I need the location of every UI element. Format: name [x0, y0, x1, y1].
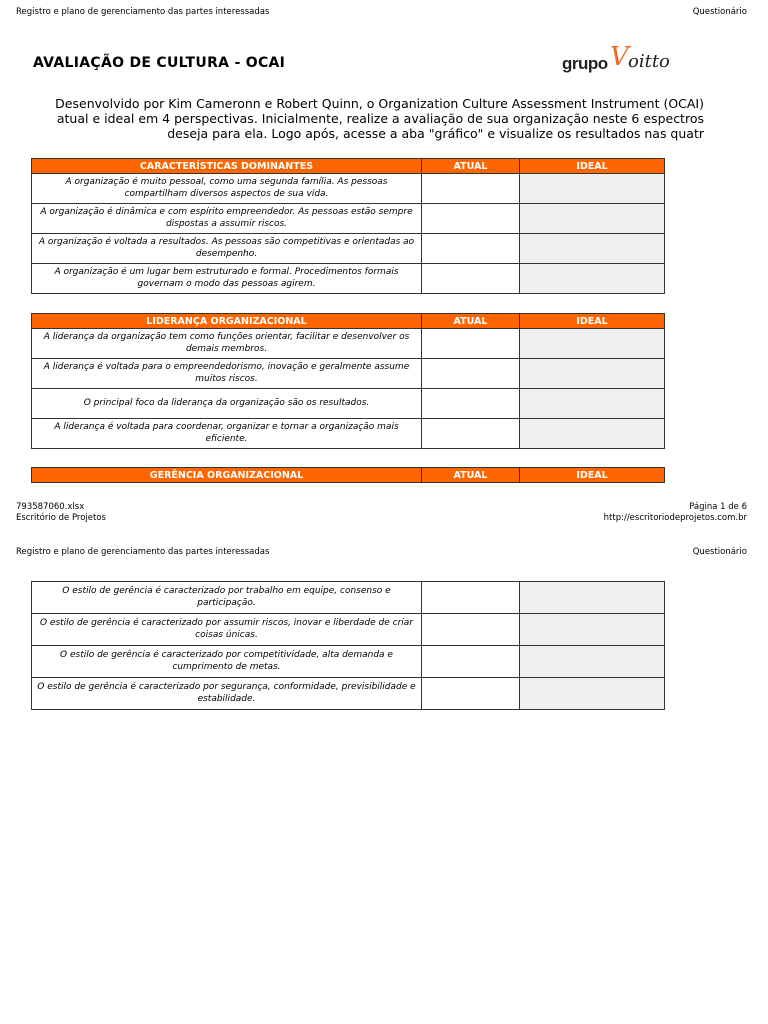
table-row — [32, 204, 665, 234]
atual-input-cell[interactable] — [422, 614, 520, 646]
ideal-input-cell[interactable] — [520, 389, 665, 419]
atual-input-cell[interactable] — [422, 359, 520, 389]
logo-text-grupo: grupo — [562, 54, 608, 73]
table-row — [32, 329, 665, 359]
page-header-right: Questionário — [692, 7, 747, 17]
ideal-input-cell[interactable] — [520, 359, 665, 389]
header-caracteristicas: CARACTERÍSTICAS DOMINANTES — [32, 159, 422, 174]
statement-cell: A organização é muito pessoal, como uma segunda família. As pessoas compartilham diversos aspectos de sua vida. — [32, 174, 422, 204]
footer-url[interactable]: http://escritoriodeprojetos.com.br — [603, 513, 747, 523]
ideal-input-cell[interactable] — [520, 174, 665, 204]
statement-cell: O estilo de gerência é caracterizado por segurança, conformidade, previsibilidade e estabilidade. — [32, 678, 422, 710]
ideal-input-cell[interactable] — [520, 678, 665, 710]
statement-cell: A liderança é voltada para o empreendedorismo, inovação e geralmente assume muitos riscos. — [32, 359, 422, 389]
footer-filename: 793587060.xlsx — [16, 502, 85, 512]
ideal-input-cell[interactable] — [520, 419, 665, 449]
ideal-input-cell[interactable] — [520, 614, 665, 646]
table-row — [32, 359, 665, 389]
description-line: atual e ideal em 4 perspectivas. Inicialmente, realize a avaliação de sua organização neste 6 espectros — [56, 111, 704, 126]
statement-cell: O estilo de gerência é caracterizado por competitividade, alta demanda e cumprimento de metas. — [32, 646, 422, 678]
ideal-input-cell[interactable] — [520, 264, 665, 294]
header-gerencia: GERÊNCIA ORGANIZACIONAL — [32, 468, 422, 483]
statement-cell: A liderança da organização tem como funções orientar, facilitar e desenvolver os demais membros. — [32, 329, 422, 359]
atual-input-cell[interactable] — [422, 174, 520, 204]
table-row — [32, 174, 665, 204]
atual-input-cell[interactable] — [422, 264, 520, 294]
statement-cell: A organização é voltada a resultados. As pessoas são competitivas e orientadas ao desempenho. — [32, 234, 422, 264]
table-row — [32, 419, 665, 449]
page-header-left: Registro e plano de gerenciamento das partes interessadas — [16, 547, 270, 557]
page-footer-right — [604, 502, 747, 524]
ideal-input-cell[interactable] — [520, 646, 665, 678]
table-row — [32, 264, 665, 294]
description-line: Desenvolvido por Kim Cameronn e Robert Quinn, o Organization Culture Assessment Instrument (OCAI) — [55, 96, 704, 111]
statement-cell: A organização é um lugar bem estruturado e formal. Procedimentos formais governam o modo das pessoas agirem. — [32, 264, 422, 294]
ideal-input-cell[interactable] — [520, 234, 665, 264]
header-ideal: IDEAL — [520, 159, 665, 174]
header-ideal: IDEAL — [520, 314, 665, 329]
statement-cell: O estilo de gerência é caracterizado por trabalho em equipe, consenso e participação. — [32, 582, 422, 614]
table-row — [32, 678, 665, 710]
table-gerencia-organizacional — [31, 581, 665, 710]
page-header-right: Questionário — [692, 547, 747, 557]
footer-office: Escritório de Projetos — [16, 513, 106, 523]
page-footer-left — [16, 502, 106, 524]
table-row — [32, 582, 665, 614]
table-row — [32, 646, 665, 678]
table-lideranca-organizacional — [31, 313, 665, 449]
ideal-input-cell[interactable] — [520, 204, 665, 234]
header-lideranca: LIDERANÇA ORGANIZACIONAL — [32, 314, 422, 329]
atual-input-cell[interactable] — [422, 329, 520, 359]
description-line: deseja para ela. Logo após, acesse a aba "gráfico" e visualize os resultados nas quatr — [167, 126, 704, 141]
footer-page-number: Página 1 de 6 — [689, 502, 747, 512]
atual-input-cell[interactable] — [422, 234, 520, 264]
page-header-left: Registro e plano de gerenciamento das partes interessadas — [16, 7, 270, 17]
statement-cell: A liderança é voltada para coordenar, organizar e tornar a organização mais eficiente. — [32, 419, 422, 449]
statement-cell: O estilo de gerência é caracterizado por assumir riscos, inovar e liberdade de criar coisas únicas. — [32, 614, 422, 646]
header-atual: ATUAL — [422, 468, 520, 483]
ideal-input-cell[interactable] — [520, 582, 665, 614]
header-atual: ATUAL — [422, 314, 520, 329]
table-row — [32, 614, 665, 646]
statement-cell: A organização é dinâmica e com espírito empreendedor. As pessoas estão sempre dispostas a assumir riscos. — [32, 204, 422, 234]
atual-input-cell[interactable] — [422, 204, 520, 234]
table-row — [32, 234, 665, 264]
table-gerencia-organizacional-header — [31, 467, 665, 483]
logo-text-v: V — [610, 42, 629, 72]
grupo-voitto-logo — [562, 40, 682, 76]
description — [30, 96, 704, 141]
atual-input-cell[interactable] — [422, 646, 520, 678]
atual-input-cell[interactable] — [422, 582, 520, 614]
table-header-row — [32, 159, 665, 174]
header-ideal: IDEAL — [520, 468, 665, 483]
ideal-input-cell[interactable] — [520, 329, 665, 359]
page-title: AVALIAÇÃO DE CULTURA - OCAI — [33, 55, 286, 71]
logo-text-oitto: oitto — [628, 51, 670, 72]
atual-input-cell[interactable] — [422, 419, 520, 449]
page-2 — [0, 540, 768, 1024]
table-header-row — [32, 314, 665, 329]
table-row — [32, 389, 665, 419]
table-header-row — [32, 468, 665, 483]
header-atual: ATUAL — [422, 159, 520, 174]
atual-input-cell[interactable] — [422, 678, 520, 710]
atual-input-cell[interactable] — [422, 389, 520, 419]
statement-cell: O principal foco da liderança da organização são os resultados. — [32, 389, 422, 419]
table-caracteristicas-dominantes — [31, 158, 665, 294]
